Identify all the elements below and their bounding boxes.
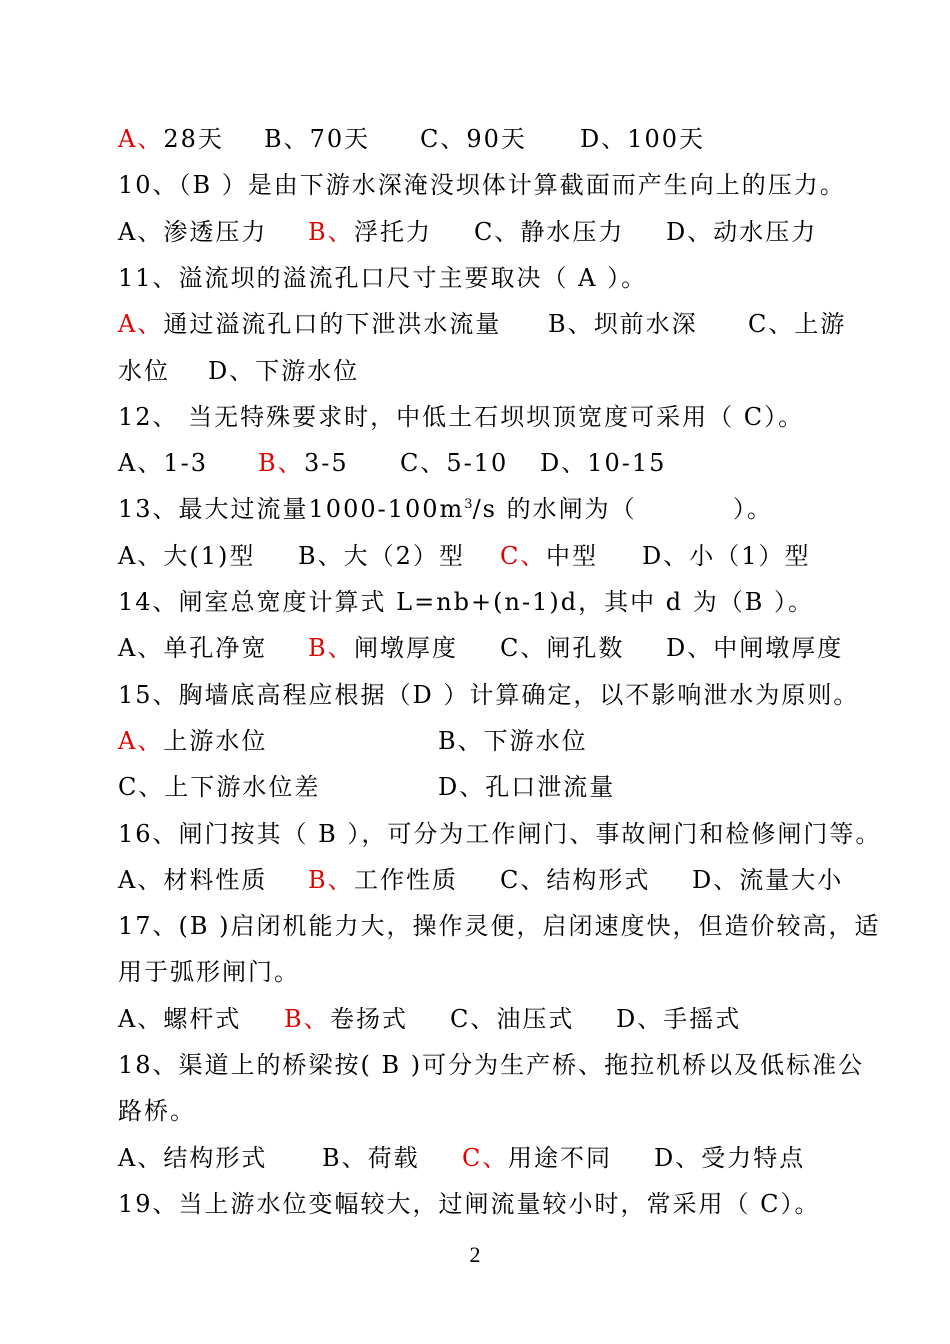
text-segment: 水位 xyxy=(118,357,170,385)
text-segment: D、孔口泄流量 xyxy=(438,773,616,801)
text-segment: A、大(1)型 xyxy=(118,542,256,570)
text-segment: A、结构形式 xyxy=(118,1144,268,1172)
answer-marker: B、 xyxy=(308,866,354,894)
text-segment: B、70天 xyxy=(264,125,371,153)
text-segment: 用途不同 xyxy=(508,1144,612,1172)
text-segment: 浮托力 xyxy=(354,218,432,246)
text-segment: 28天 xyxy=(163,125,224,153)
text-line xyxy=(118,1050,865,1080)
text-line xyxy=(118,1189,838,1219)
text-segment: 11、溢流坝的溢流孔口尺寸主要取决（ A ）。 xyxy=(118,264,648,292)
text-line xyxy=(118,587,838,617)
text-segment: C、闸孔数 xyxy=(500,634,625,662)
answer-marker: C、 xyxy=(462,1144,509,1172)
text-segment: B、下游水位 xyxy=(438,727,588,755)
text-line xyxy=(118,680,860,710)
text-segment: A、渗透压力 xyxy=(118,218,268,246)
text-segment: D、小（1）型 xyxy=(642,542,811,570)
text-segment: 用于弧形闸门。 xyxy=(118,958,300,986)
text-segment: 17、(B )启闭机能力大，操作灵便，启闭速度快，但造价较高，适 xyxy=(118,912,881,940)
text-segment: 路桥。 xyxy=(118,1097,196,1125)
text-segment: A、螺杆式 xyxy=(118,1005,242,1033)
text-line xyxy=(118,309,847,339)
text-segment: D、动水压力 xyxy=(666,218,818,246)
text-segment: C、上下游水位差 xyxy=(118,773,321,801)
answer-marker: B、 xyxy=(284,1005,330,1033)
text-segment: 10、（B ）是由下游水深淹没坝体计算截面而产生向上的压力。 xyxy=(118,171,846,199)
text-segment: D、10-15 xyxy=(540,449,667,477)
text-segment: B、荷载 xyxy=(322,1144,420,1172)
text-segment: 18、渠道上的桥梁按( B )可分为生产桥、拖拉机桥以及低标准公 xyxy=(118,1051,865,1079)
text-segment: /s 的水闸为（ ）。 xyxy=(472,495,773,523)
text-segment: D、流量大小 xyxy=(692,866,844,894)
text-segment: 12、 当无特殊要求时，中低土石坝坝顶宽度可采用（ C）。 xyxy=(118,403,805,431)
text-line xyxy=(118,217,838,247)
text-segment: 15、胸墙底高程应根据（D ）计算确定，以不影响泄水为原则。 xyxy=(118,681,860,709)
text-line xyxy=(118,448,838,478)
text-line xyxy=(118,263,838,293)
text-line xyxy=(118,541,838,571)
answer-marker: B、 xyxy=(308,634,354,662)
text-segment: C、结构形式 xyxy=(500,866,651,894)
text-segment: D、手摇式 xyxy=(616,1005,742,1033)
text-line xyxy=(118,1143,838,1173)
text-line xyxy=(118,957,838,987)
text-segment: C、90天 xyxy=(420,125,527,153)
answer-marker: B、 xyxy=(258,449,304,477)
text-line xyxy=(118,170,846,200)
text-segment: A、1-3 xyxy=(118,449,208,477)
text-segment: A、单孔净宽 xyxy=(118,634,268,662)
text-line xyxy=(118,911,881,941)
answer-marker: B、 xyxy=(308,218,354,246)
text-line xyxy=(118,494,838,524)
text-segment: B、大（2）型 xyxy=(298,542,465,570)
text-segment: 3-5 xyxy=(304,449,349,477)
text-segment: D、中闸墩厚度 xyxy=(666,634,844,662)
page-number: 2 xyxy=(469,1242,481,1267)
text-line xyxy=(118,819,882,849)
text-line xyxy=(118,772,838,802)
text-segment: 工作性质 xyxy=(354,866,458,894)
text-segment: 13、最大过流量1000-100m xyxy=(118,495,465,523)
text-segment: 闸墩厚度 xyxy=(354,634,458,662)
text-segment: 14、闸室总宽度计算式 L=nb+(n-1)d，其中 d 为（B ）。 xyxy=(118,588,814,616)
text-segment: D、下游水位 xyxy=(208,357,360,385)
answer-marker: A、 xyxy=(118,310,164,338)
text-line xyxy=(118,1004,838,1034)
text-segment: 卷扬式 xyxy=(330,1005,408,1033)
text-line xyxy=(118,726,838,756)
text-segment: D、受力特点 xyxy=(654,1144,806,1172)
text-line xyxy=(118,865,844,895)
text-segment: B、坝前水深 xyxy=(548,310,698,338)
text-segment: 19、当上游水位变幅较大，过闸流量较小时，常采用（ C）。 xyxy=(118,1190,821,1218)
answer-marker: C、 xyxy=(500,542,547,570)
text-segment: 3 xyxy=(464,497,473,512)
text-segment: A、材料性质 xyxy=(118,866,268,894)
text-segment: D、100天 xyxy=(580,125,706,153)
text-segment: C、上游 xyxy=(748,310,847,338)
answer-marker: A、 xyxy=(118,727,164,755)
text-segment: 上游水位 xyxy=(163,727,268,755)
text-segment: 中型 xyxy=(546,542,598,570)
text-segment: C、静水压力 xyxy=(474,218,625,246)
text-segment: 16、闸门按其（ B ），可分为工作闸门、事故闸门和检修闸门等。 xyxy=(118,820,882,848)
text-line xyxy=(118,356,838,386)
text-line xyxy=(118,124,838,154)
text-line xyxy=(118,633,844,663)
text-line xyxy=(118,402,838,432)
text-line xyxy=(118,1096,838,1126)
text-segment: C、5-10 xyxy=(400,449,509,477)
text-segment: 通过溢流孔口的下泄洪水流量 xyxy=(163,310,502,338)
answer-marker: A、 xyxy=(118,125,164,153)
text-segment: C、油压式 xyxy=(450,1005,575,1033)
